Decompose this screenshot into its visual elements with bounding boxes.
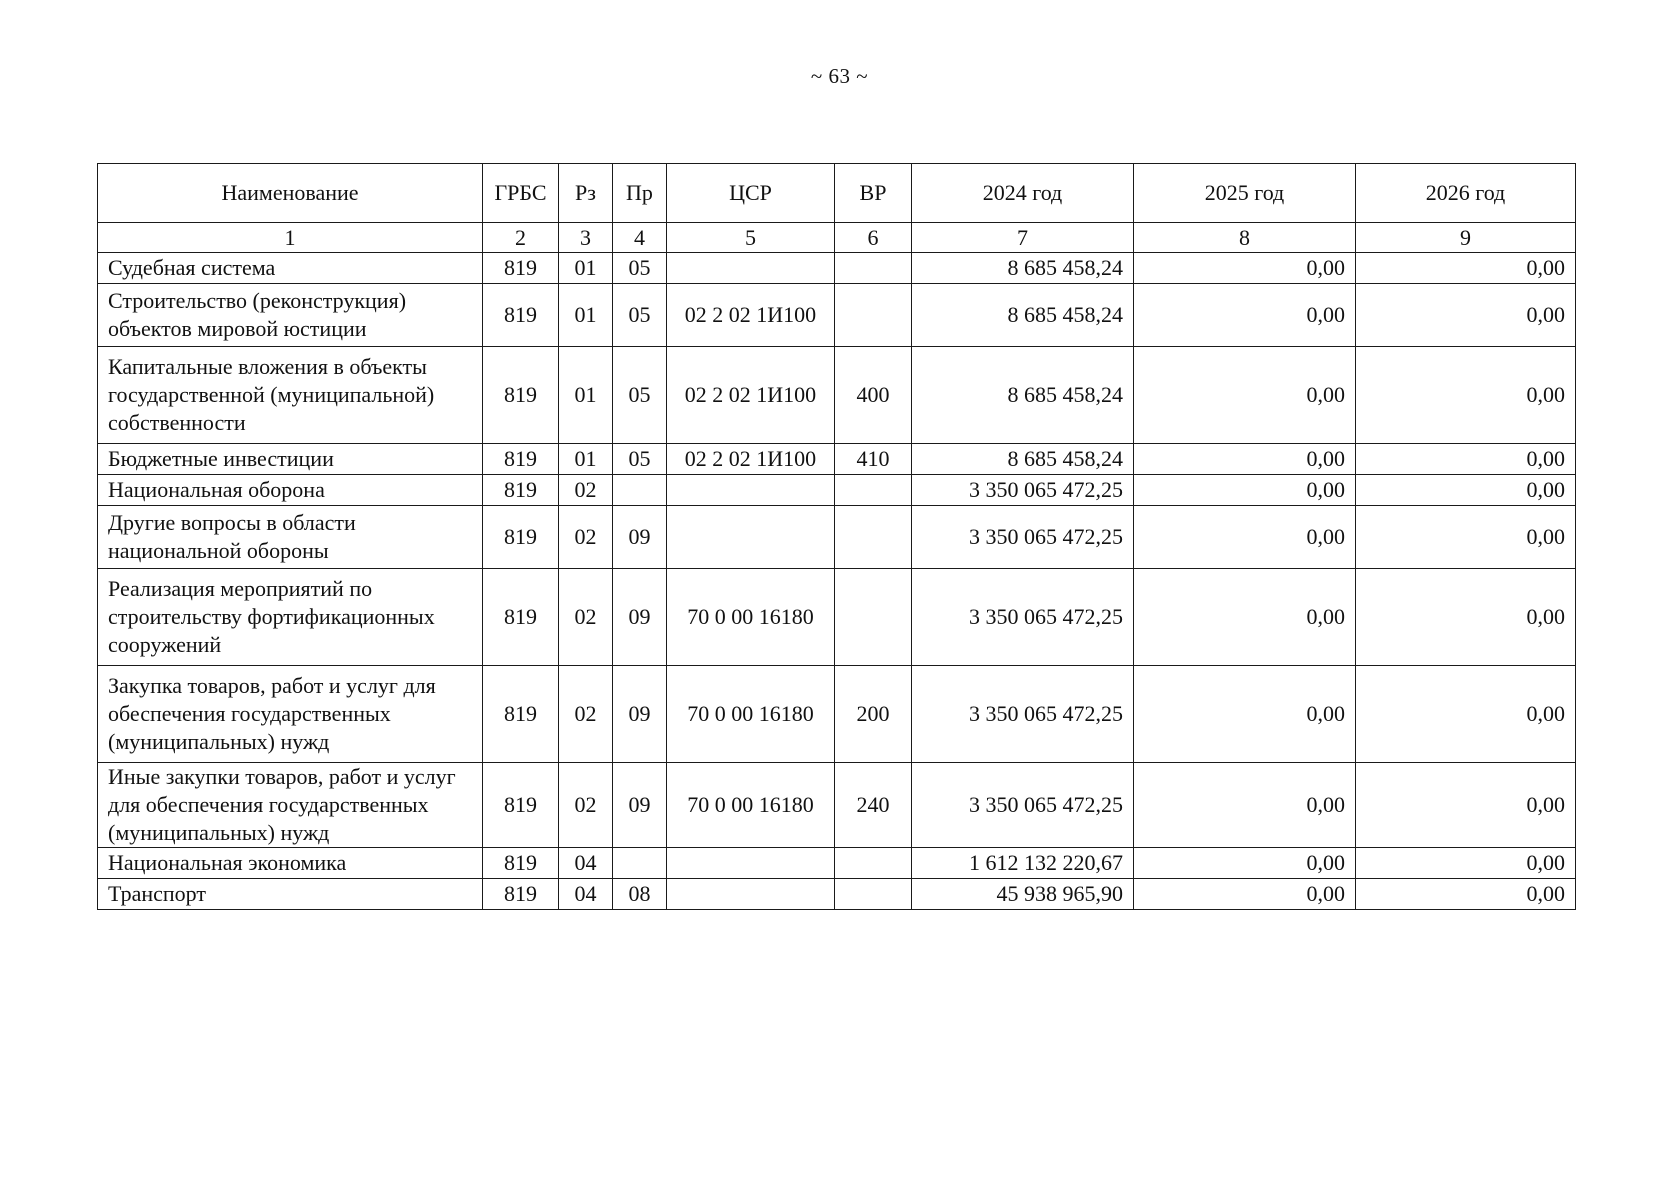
budget-table: [97, 163, 1576, 910]
row-rz: 02: [559, 506, 613, 569]
row-name: Судебная система: [98, 253, 483, 284]
table-row: [98, 666, 1576, 763]
row-csr: 70 0 00 16180: [667, 569, 835, 666]
row-csr: [667, 848, 835, 879]
row-amount-2025: 0,00: [1134, 347, 1356, 444]
header-rz: Рз: [559, 164, 613, 223]
row-amount-2026: 0,00: [1356, 253, 1576, 284]
row-csr: [667, 253, 835, 284]
row-rz: 02: [559, 569, 613, 666]
column-number: 6: [835, 223, 912, 253]
row-csr: 02 2 02 1И100: [667, 284, 835, 347]
table-row: [98, 763, 1576, 848]
row-pr: 05: [613, 253, 667, 284]
row-grbs: 819: [483, 763, 559, 848]
header-pr: Пр: [613, 164, 667, 223]
row-vr: [835, 475, 912, 506]
row-grbs: 819: [483, 284, 559, 347]
row-rz: 01: [559, 347, 613, 444]
row-amount-2025: 0,00: [1134, 879, 1356, 910]
row-vr: [835, 506, 912, 569]
row-name: Иные закупки товаров, работ и услуг для обеспечения государственных (муниципальных) нужд: [98, 763, 483, 848]
table-row: [98, 253, 1576, 284]
row-amount-2025: 0,00: [1134, 763, 1356, 848]
row-name: Строительство (реконструкция) объектов мировой юстиции: [98, 284, 483, 347]
row-amount-2024: 3 350 065 472,25: [912, 475, 1134, 506]
row-amount-2025: 0,00: [1134, 475, 1356, 506]
table-row: [98, 848, 1576, 879]
row-grbs: 819: [483, 444, 559, 475]
table-row: [98, 506, 1576, 569]
row-amount-2025: 0,00: [1134, 284, 1356, 347]
row-rz: 01: [559, 253, 613, 284]
row-amount-2024: 8 685 458,24: [912, 284, 1134, 347]
row-amount-2026: 0,00: [1356, 666, 1576, 763]
row-pr: 05: [613, 347, 667, 444]
row-amount-2024: 3 350 065 472,25: [912, 506, 1134, 569]
table-row: [98, 475, 1576, 506]
row-amount-2025: 0,00: [1134, 666, 1356, 763]
column-number-row: [98, 223, 1576, 253]
row-amount-2025: 0,00: [1134, 569, 1356, 666]
row-amount-2026: 0,00: [1356, 347, 1576, 444]
row-rz: 01: [559, 444, 613, 475]
row-amount-2024: 3 350 065 472,25: [912, 763, 1134, 848]
row-vr: 200: [835, 666, 912, 763]
column-number: 9: [1356, 223, 1576, 253]
column-number: 8: [1134, 223, 1356, 253]
header-2025: 2025 год: [1134, 164, 1356, 223]
row-amount-2024: 1 612 132 220,67: [912, 848, 1134, 879]
row-name: Закупка товаров, работ и услуг для обеспечения государственных (муниципальных) нужд: [98, 666, 483, 763]
row-csr: [667, 879, 835, 910]
row-name: Капитальные вложения в объекты государственной (муниципальной) собственности: [98, 347, 483, 444]
row-csr: 02 2 02 1И100: [667, 444, 835, 475]
page-number: ~ 63 ~: [810, 64, 869, 88]
row-name: Реализация мероприятий по строительству фортификационных сооружений: [98, 569, 483, 666]
column-number: 1: [98, 223, 483, 253]
row-pr: 09: [613, 506, 667, 569]
row-rz: 04: [559, 848, 613, 879]
row-rz: 02: [559, 666, 613, 763]
row-vr: 400: [835, 347, 912, 444]
row-name: Бюджетные инвестиции: [98, 444, 483, 475]
header-grbs: ГРБС: [483, 164, 559, 223]
row-csr: [667, 506, 835, 569]
row-rz: 04: [559, 879, 613, 910]
row-vr: [835, 253, 912, 284]
header-2024: 2024 год: [912, 164, 1134, 223]
table-row: [98, 284, 1576, 347]
row-amount-2024: 45 938 965,90: [912, 879, 1134, 910]
header-2026: 2026 год: [1356, 164, 1576, 223]
row-grbs: 819: [483, 475, 559, 506]
row-amount-2025: 0,00: [1134, 506, 1356, 569]
row-amount-2024: 3 350 065 472,25: [912, 569, 1134, 666]
row-pr: 05: [613, 284, 667, 347]
row-pr: [613, 848, 667, 879]
row-grbs: 819: [483, 347, 559, 444]
row-vr: [835, 879, 912, 910]
row-amount-2025: 0,00: [1134, 444, 1356, 475]
row-pr: 09: [613, 763, 667, 848]
table-row: [98, 569, 1576, 666]
row-pr: 09: [613, 569, 667, 666]
column-number: 2: [483, 223, 559, 253]
table-row: [98, 444, 1576, 475]
row-name: Национальная экономика: [98, 848, 483, 879]
row-pr: 09: [613, 666, 667, 763]
column-number: 7: [912, 223, 1134, 253]
row-amount-2025: 0,00: [1134, 253, 1356, 284]
row-rz: 02: [559, 763, 613, 848]
header-vr: ВР: [835, 164, 912, 223]
row-grbs: 819: [483, 253, 559, 284]
row-vr: [835, 284, 912, 347]
row-amount-2025: 0,00: [1134, 848, 1356, 879]
row-amount-2026: 0,00: [1356, 284, 1576, 347]
row-pr: [613, 475, 667, 506]
table-row: [98, 879, 1576, 910]
row-name: Транспорт: [98, 879, 483, 910]
row-vr: [835, 569, 912, 666]
header-name: Наименование: [98, 164, 483, 223]
row-pr: 05: [613, 444, 667, 475]
row-amount-2026: 0,00: [1356, 569, 1576, 666]
column-number: 3: [559, 223, 613, 253]
row-csr: 70 0 00 16180: [667, 763, 835, 848]
row-vr: 410: [835, 444, 912, 475]
row-amount-2026: 0,00: [1356, 475, 1576, 506]
table-header-row: [98, 164, 1576, 223]
row-csr: [667, 475, 835, 506]
row-amount-2024: 3 350 065 472,25: [912, 666, 1134, 763]
row-amount-2024: 8 685 458,24: [912, 253, 1134, 284]
row-rz: 02: [559, 475, 613, 506]
header-csr: ЦСР: [667, 164, 835, 223]
row-amount-2026: 0,00: [1356, 506, 1576, 569]
row-vr: [835, 848, 912, 879]
row-grbs: 819: [483, 506, 559, 569]
row-amount-2024: 8 685 458,24: [912, 444, 1134, 475]
column-number: 4: [613, 223, 667, 253]
row-amount-2026: 0,00: [1356, 763, 1576, 848]
row-amount-2026: 0,00: [1356, 444, 1576, 475]
row-amount-2024: 8 685 458,24: [912, 347, 1134, 444]
row-pr: 08: [613, 879, 667, 910]
row-grbs: 819: [483, 848, 559, 879]
row-amount-2026: 0,00: [1356, 879, 1576, 910]
row-csr: 70 0 00 16180: [667, 666, 835, 763]
row-amount-2026: 0,00: [1356, 848, 1576, 879]
row-grbs: 819: [483, 666, 559, 763]
row-name: Другие вопросы в области национальной обороны: [98, 506, 483, 569]
row-vr: 240: [835, 763, 912, 848]
column-number: 5: [667, 223, 835, 253]
table-row: [98, 347, 1576, 444]
row-grbs: 819: [483, 879, 559, 910]
row-csr: 02 2 02 1И100: [667, 347, 835, 444]
row-grbs: 819: [483, 569, 559, 666]
row-name: Национальная оборона: [98, 475, 483, 506]
row-rz: 01: [559, 284, 613, 347]
